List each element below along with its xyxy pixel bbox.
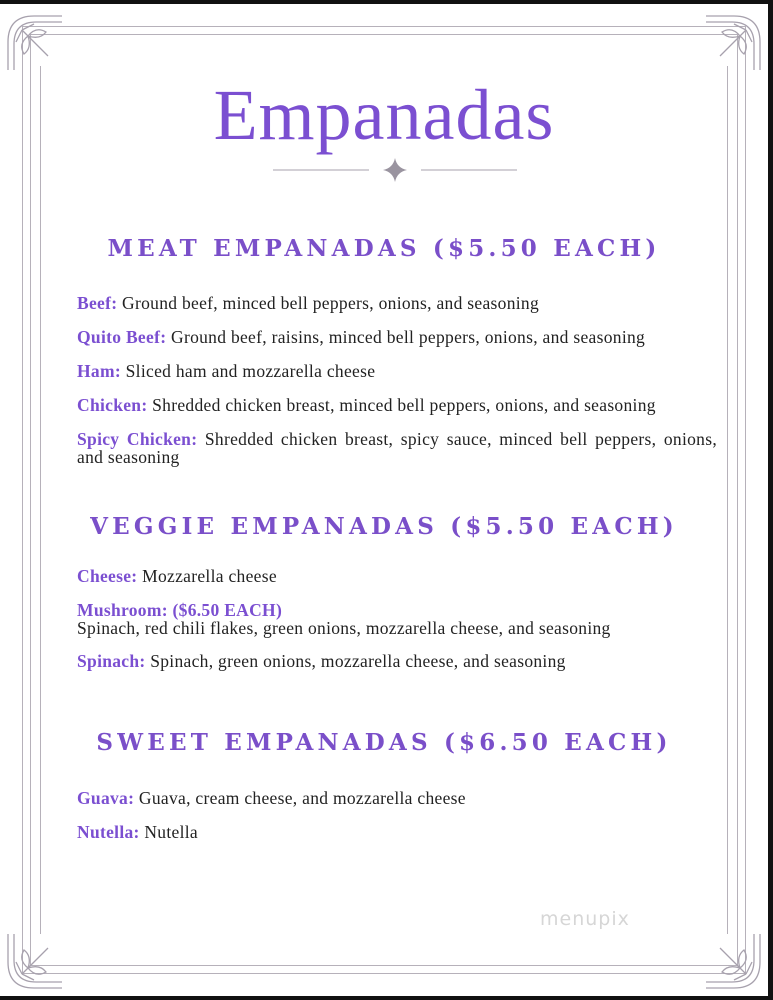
item-description: Shredded chicken breast, minced bell peppers, onions, and seasoning xyxy=(147,395,656,415)
item-description: Ground beef, minced bell peppers, onions, and seasoning xyxy=(117,293,540,313)
section-heading-veggie: VEGGIE EMPANADAS ($5.50 EACH) xyxy=(90,513,678,540)
menu-item-spicy-chicken xyxy=(77,430,717,466)
item-name: Spicy Chicken: xyxy=(77,429,198,449)
menu-item-spinach xyxy=(77,652,717,670)
item-name: Spinach: xyxy=(77,651,146,671)
menu-title: Empanadas xyxy=(213,75,555,155)
item-description: Guava, cream cheese, and mozzarella cheese xyxy=(134,788,466,808)
item-description: Mozzarella cheese xyxy=(137,566,277,586)
item-name: Mushroom: ($6.50 EACH) xyxy=(77,600,283,620)
corner-ornament-icon xyxy=(702,12,764,74)
menu-item-guava xyxy=(77,789,717,807)
section-heading-sweet: SWEET EMPANADAS ($6.50 EACH) xyxy=(96,729,672,756)
item-description: Spinach, green onions, mozzarella cheese, and seasoning xyxy=(145,651,566,671)
corner-ornament-icon xyxy=(4,12,66,74)
menu-item-beef xyxy=(77,294,717,312)
menu-item-mushroom xyxy=(77,601,717,637)
menupix-watermark: menupix xyxy=(540,908,630,930)
item-description: Nutella xyxy=(139,822,198,842)
menu-page xyxy=(0,4,768,996)
title-divider xyxy=(273,156,517,186)
item-name: Ham: xyxy=(77,361,121,381)
item-name: Cheese: xyxy=(77,566,138,586)
corner-ornament-icon xyxy=(4,930,66,992)
item-name: Quito Beef: xyxy=(77,327,167,347)
item-name: Guava: xyxy=(77,788,135,808)
section-heading-meat: MEAT EMPANADAS ($5.50 EACH) xyxy=(107,235,661,262)
diamond-star-icon xyxy=(383,158,407,182)
menu-item-nutella xyxy=(77,823,717,841)
item-description: Sliced ham and mozzarella cheese xyxy=(120,361,376,381)
menu-item-quito-beef xyxy=(77,328,717,346)
item-description: Spinach, red chili flakes, green onions, mozzarella cheese, and seasoning xyxy=(77,618,611,638)
menu-item-ham xyxy=(77,362,717,380)
right-rule xyxy=(727,66,728,934)
menu-item-cheese xyxy=(77,567,717,585)
item-description: Shredded chicken breast, spicy sauce, minced bell peppers, onions, and seasoning xyxy=(77,429,717,467)
item-description: Ground beef, raisins, minced bell peppers, onions, and seasoning xyxy=(166,327,646,347)
menu-item-chicken xyxy=(77,396,717,414)
left-rule xyxy=(40,66,41,934)
item-name: Nutella: xyxy=(77,822,140,842)
corner-ornament-icon xyxy=(702,930,764,992)
item-name: Beef: xyxy=(77,293,118,313)
item-name: Chicken: xyxy=(77,395,148,415)
